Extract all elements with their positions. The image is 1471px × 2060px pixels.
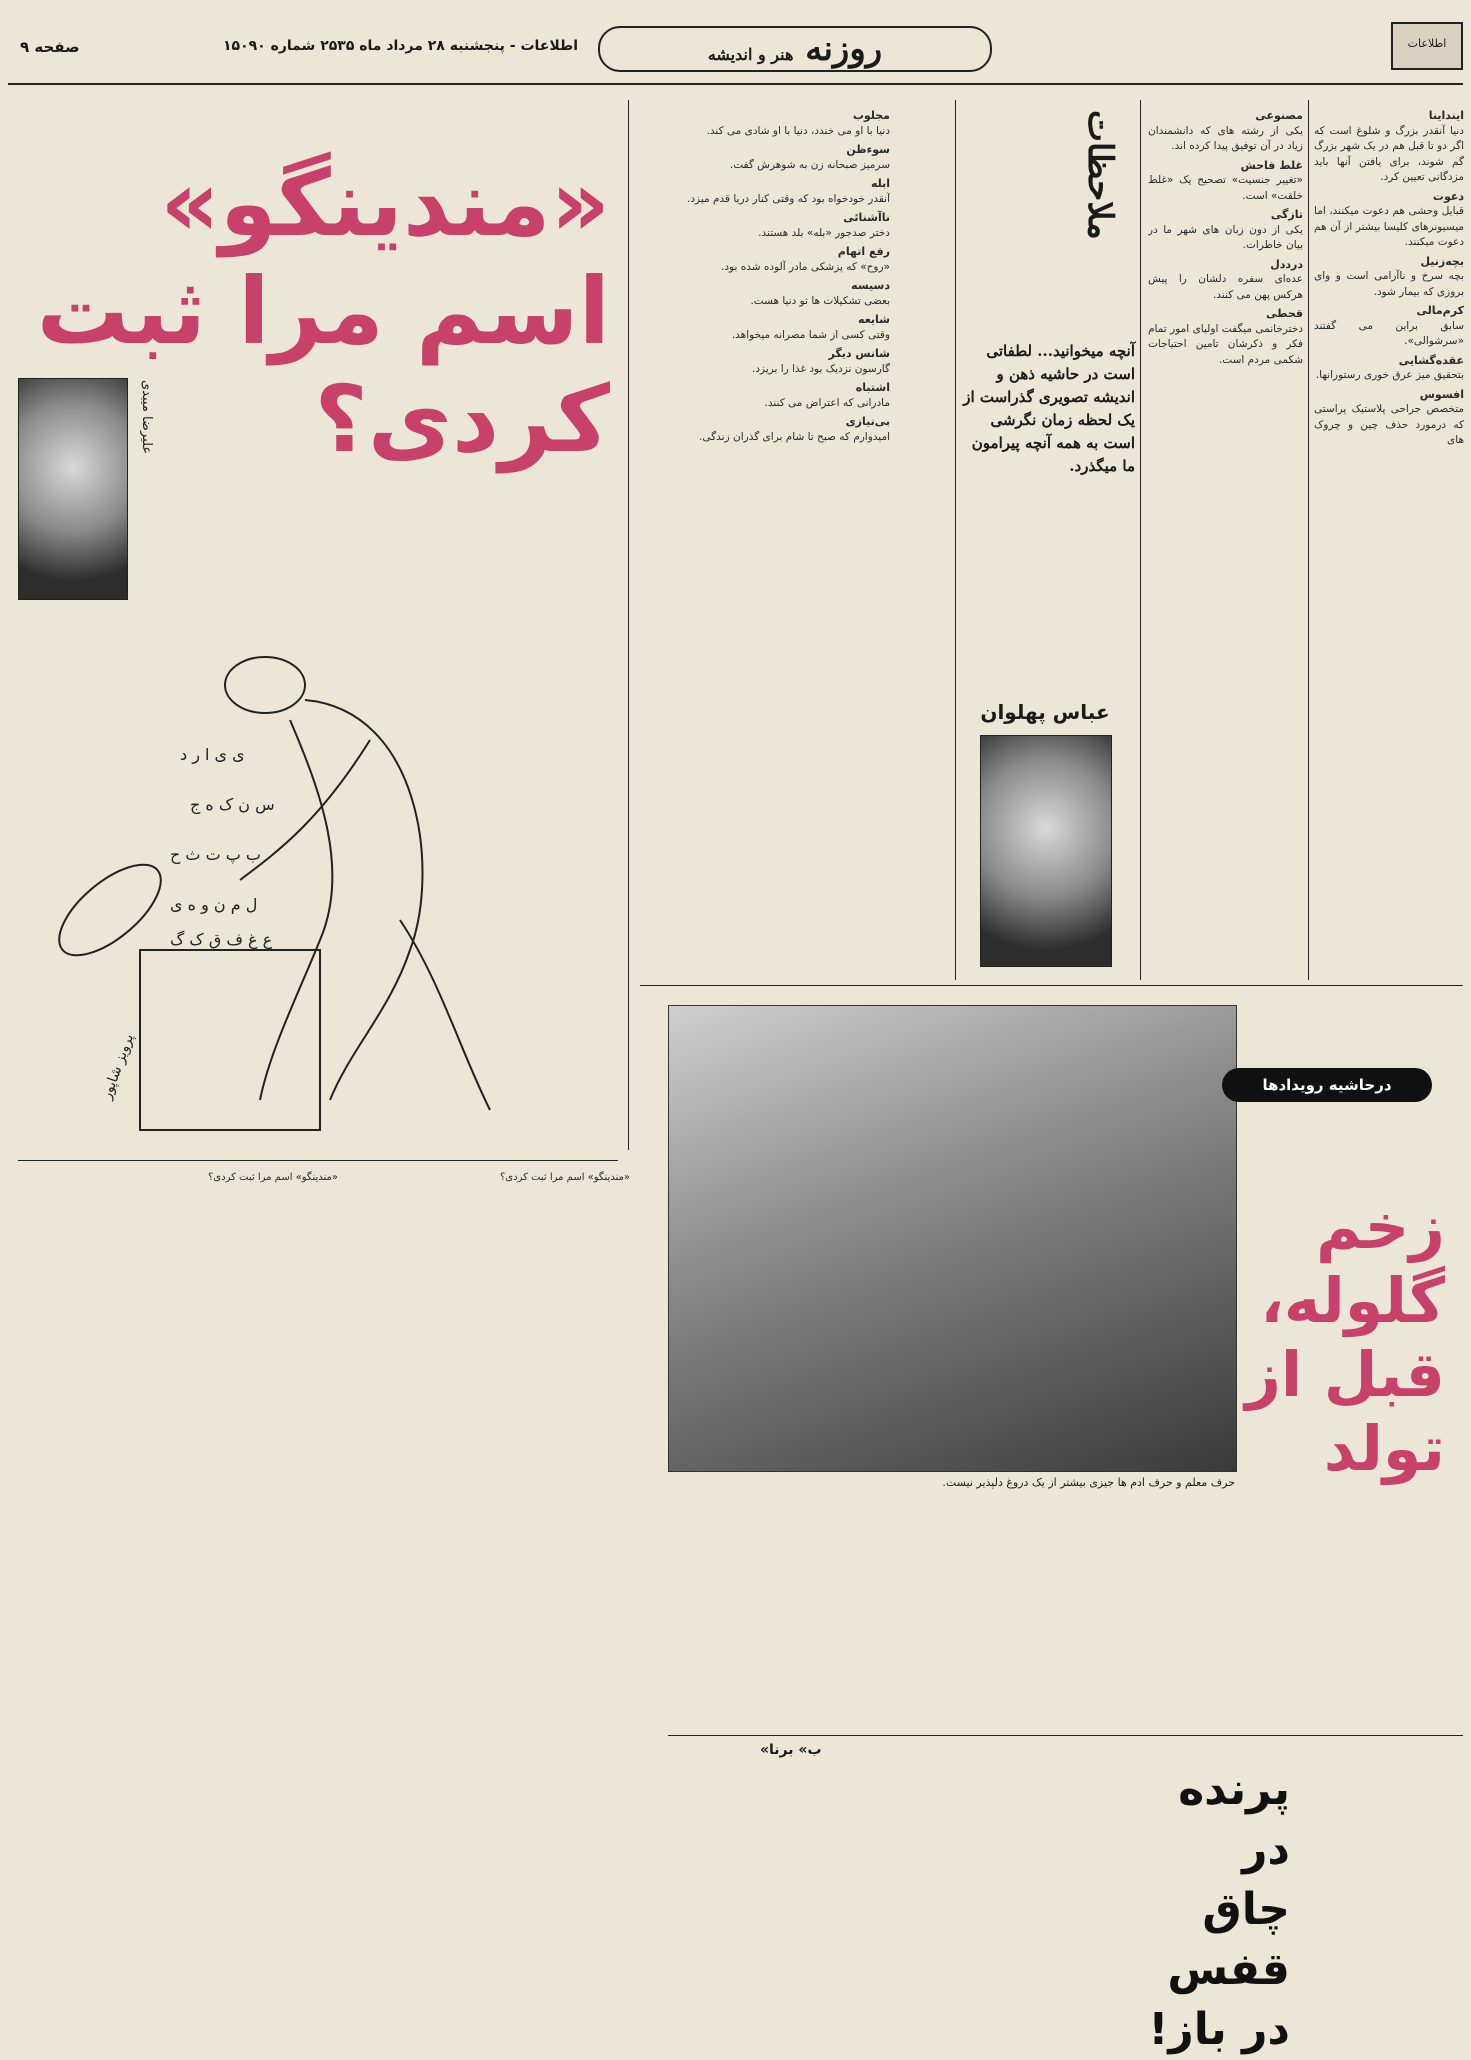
feature-photo — [668, 1005, 1237, 1472]
section-title-text: روزنه — [805, 29, 883, 69]
cartoon-signature: پرویز شاپور — [98, 1031, 138, 1102]
column-rule — [1140, 100, 1141, 980]
section-divider — [18, 1160, 618, 1161]
svg-text:ع غ ف ق ک گ: ع غ ف ق ک گ — [170, 930, 273, 949]
main-headline: «مندینگو» اسم مرا ثبت کردی؟ — [36, 150, 610, 473]
svg-text:س ن ک ه ج: س ن ک ه ج — [190, 795, 275, 814]
page-number: صفحه ۹ — [20, 38, 80, 56]
section-divider — [668, 1735, 1463, 1736]
mollahezat-title: ملاحظات — [1080, 110, 1120, 240]
issue-line: اطلاعات - پنجشنبه ۲۸ مرداد ماه ۲۵۳۵ شماره ۱۵۰۹۰ — [222, 38, 578, 54]
dictionary-column-left: مصنوعی یکی از رشته های که دانشمندان زیاد در آن توفیق پیدا کرده اند. غلط فاحش «تغییر جنسیت» تصحیح یک «غلط خلقت» است. تازگی یکی از دون زبان های شهر ما در بیان خاطرات. درددل عده‌ای سفره دلشان را پیش هرکس پهن می کنند. قحطی دخترخانمی میگفت اولیای امور تمام فکر و ذکرشان تامین احتیاجات شکمی مردم است. — [1148, 109, 1303, 366]
section-title — [598, 26, 992, 72]
main-story-body-left: «مندینگو» اسم مرا ثبت کردی؟ — [207, 1172, 338, 1183]
bottom-story-headline: پرنده در چاق قفس در باز! — [1148, 1764, 1290, 2055]
column-rule — [955, 100, 956, 980]
dictionary-column-right: اینداینا دنیا آنقدر بزرگ و شلوغ است که اگر دو تا قبل هم در یک شهر بزرگ گم شوند، برای یافتن آنها باید مزدگانی تعیین کرد. دعوت قبایل وحشی هم دعوت میکنند، اما میسیونرهای کلیسا بیشتر از آن هم دعوت میکنند. بچه‌زنیل بچه سرخ و ناآرامی است و وای بروزی که بیمار شود. کرم‌مالی سابق براین می گفتند «سرشوالی». عقده‌گشایی بتحقیق میز عرق خوری رستورانها. افسوس متخصص جراحی پلاستیک پراستی که درمورد حذف چین و چروک های — [1314, 109, 1464, 446]
middle-column: مجلوب دنیا با او می خندد، دنیا با او شادی می کند. سوءظن سرمیز صبحانه زن به شوهرش گفت. ابله آنقدر خودخواه بود که وقتی کنار دریا قدم میزد. ناآشنائی دختر صدجور «بله» بلد هستند. رفع اتهام «روح» که پزشکی مادر آلوده شده بود. دسیسه بعضی تشکیلات ها تو دنیا هست. شایعه وقتی کسی از شما مصرانه میخواهد. شانس دیگر گارسون نزدیک بود غذا را بریزد. اشتباه مادرانی که اعتراض می کنند. بی‌نیازی امیدوارم که صبح تا شام برای گذران زندگی. — [687, 109, 890, 443]
bottom-story-label: «ب» برنا — [760, 1742, 822, 1758]
author-name: علیرضا میبدی — [139, 380, 154, 455]
column-rule — [1308, 100, 1309, 980]
svg-text:ل م ن و ه ی: ل م ن و ه ی — [170, 895, 258, 914]
mollahezat-author: عباس پهلوان — [980, 700, 1110, 724]
photo-caption: حرف معلم و حرف ادم ها جیزی بیشتر از یک دروغ دلپذیر نیست. — [942, 1476, 1235, 1489]
mollahezat-quote: آنچه میخوانید... لطفاتی است در حاشیه ذهن و اندیشه تصویری گذراست از یک لحظه زمان نگرشی است به همه آنچه پیرامون ما میگذرد. — [963, 342, 1135, 475]
mollahezat-portrait — [980, 735, 1112, 967]
main-story-body-right: «مندینگو» اسم مرا ثبت کردی؟ — [499, 1172, 630, 1183]
photo-headline: زخم گلوله، قبل از تولد — [1245, 1190, 1445, 1485]
newspaper-logo: اطلاعات — [1391, 22, 1463, 70]
svg-text:ی ی ا ر د: ی ی ا ر د — [180, 745, 245, 764]
section-subtitle: هنر و اندیشه — [707, 45, 794, 64]
cartoon-illustration — [20, 620, 610, 1140]
column-rule — [628, 100, 629, 1150]
author-portrait — [18, 378, 128, 600]
section-tag: درحاشیه رویدادها — [1222, 1068, 1432, 1102]
section-divider — [640, 985, 1463, 986]
svg-text:ب پ ت ث ح: ب پ ت ث ح — [170, 845, 261, 864]
masthead — [8, 8, 1463, 85]
